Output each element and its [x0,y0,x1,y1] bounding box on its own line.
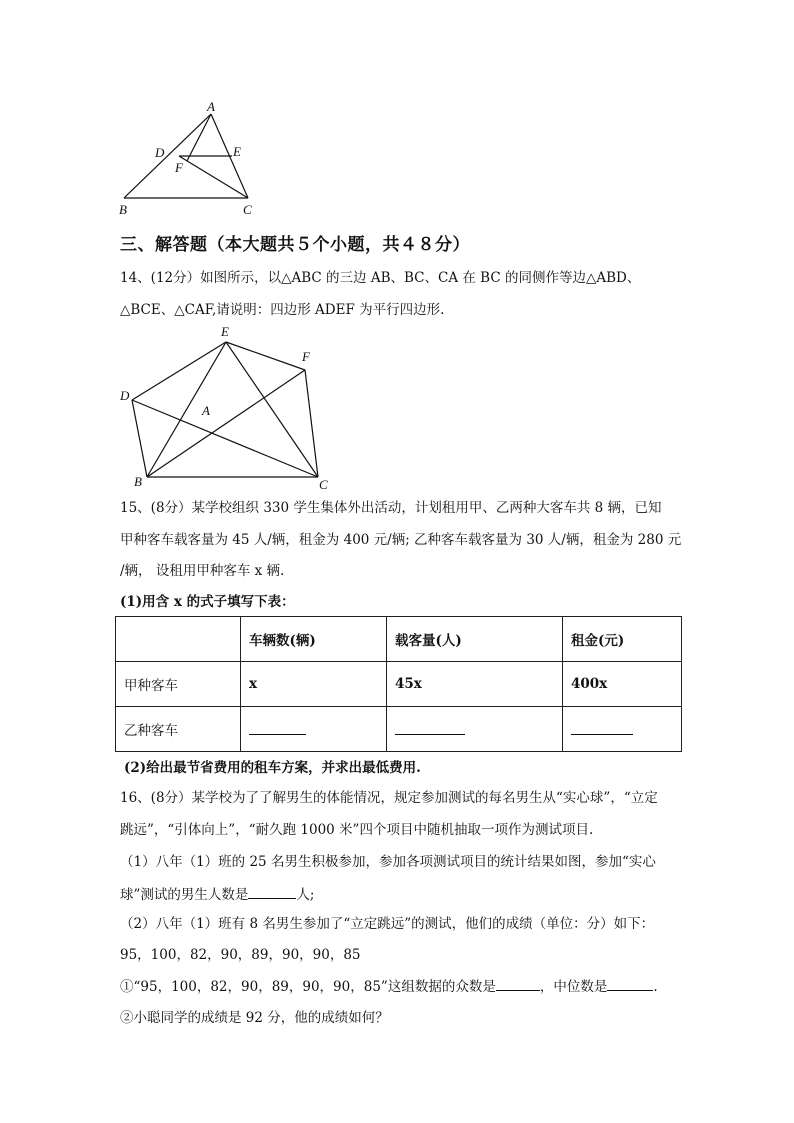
table-cell-capacity-a: 45x [387,662,563,707]
table-cell-capacity-b [387,707,563,752]
segment-eb2 [147,342,226,477]
q16-sub2-line-1: （2）八年（1）班有 8 名男生参加了“立定跳远”的测试，他们的成绩（单位：分）如下： [120,916,655,932]
table-cell-type-b: 乙种客车 [116,707,241,752]
q16-sub1-text-b: 人; [296,887,315,903]
answer-blank [248,884,296,899]
q16-scores: 95，100，82，90，89，90，90，85 [120,947,361,963]
q15-table [115,616,682,752]
table-header-capacity: 载客量(人) [387,617,563,662]
q16-sub1-line-2 [120,884,314,905]
label-e2: E [221,324,229,339]
answer-blank [571,720,633,735]
label-d: D [155,145,165,160]
q16-sub2-question-1 [120,976,658,997]
q15-part-2: (2)给出最节省费用的租车方案，并求出最低费用. [124,760,421,776]
answer-blank [496,976,540,991]
triangle-figure-1 [110,98,270,220]
segment-af [187,114,211,161]
answer-blank [395,720,465,735]
table-cell-rent-b [563,707,682,752]
table-cell-rent-a: 400x [563,662,682,707]
table-cell-type-a: 甲种客车 [116,662,241,707]
label-b2: B [134,474,142,489]
q15-line-1: 15、(8分）某学校组织 330 学生集体外出活动，计划租用甲、乙两种大客车共 8 辆，已知 [120,500,662,516]
table-header-count: 车辆数(辆) [241,617,387,662]
q16-mode-text: ①“95，100，82，90，89，90，90，85”这组数据的众数是 [120,979,496,995]
label-f2: F [302,349,310,364]
label-a: A [207,99,215,114]
label-b: B [119,202,127,217]
segment-db2 [132,400,147,477]
q15-part-1: (1)用含 x 的式子填写下表： [120,594,295,610]
table-cell-count-a: x [241,662,387,707]
label-c2: C [319,477,328,492]
label-d2: D [120,388,130,403]
segment-dc [179,156,248,198]
q16-sub1-text-a: 球”测试的男生人数是 [120,887,249,903]
table-header-rent: 租金(元) [563,617,682,662]
section-title: 三、解答题（本大题共５个小题，共４８分） [120,235,470,255]
q16-sub2-question-2: ②小聪同学的成绩是 92 分，他的成绩如何？ [120,1010,389,1026]
table-row [116,662,682,707]
table-cell-count-b [241,707,387,752]
q16-sub1-line-1: （1）八年（1）班的 25 名男生积极参加，参加各项测试项目的统计结果如图，参加“实心 [120,854,656,870]
q14-line-2: △BCE、△CAF,请说明：四边形 ADEF 为平行四边形. [120,302,445,318]
answer-blank [249,720,306,735]
segment-de2 [132,342,226,400]
label-e: E [233,144,241,159]
segment-ef2 [226,342,305,370]
q16-line-1: 16、(8分）某学校为了了解男生的体能情况，规定参加测试的每名男生从“实心球”，“立定 [120,790,658,806]
label-f: F [175,160,183,175]
label-c: C [243,202,252,217]
table-row [116,707,682,752]
answer-blank [607,976,653,991]
q16-median-text: ，中位数是 [539,979,608,995]
q14-line-1: 14、(12分）如图所示，以△ABC 的三边 AB、BC、CA 在 BC 的同侧作等边△ABD、 [120,270,641,286]
q15-line-3: /辆， 设租用甲种客车 x 辆. [120,563,285,579]
table-header-empty [116,617,241,662]
segment-dc2 [132,400,318,477]
q15-line-2: 甲种客车载客量为 45 人/辆，租金为 400 元/辆; 乙种客车载客量为 30 人/辆，租金为 280 元 [120,532,682,548]
label-a2: A [202,403,210,418]
q16-line-2: 跳远”，“引体向上”，“耐久跑 1000 米”四个项目中随机抽取一项作为测试项目. [120,822,594,838]
table-header-row [116,617,682,662]
q16-period: . [653,979,658,995]
quadrilateral-figure-2 [110,322,340,492]
